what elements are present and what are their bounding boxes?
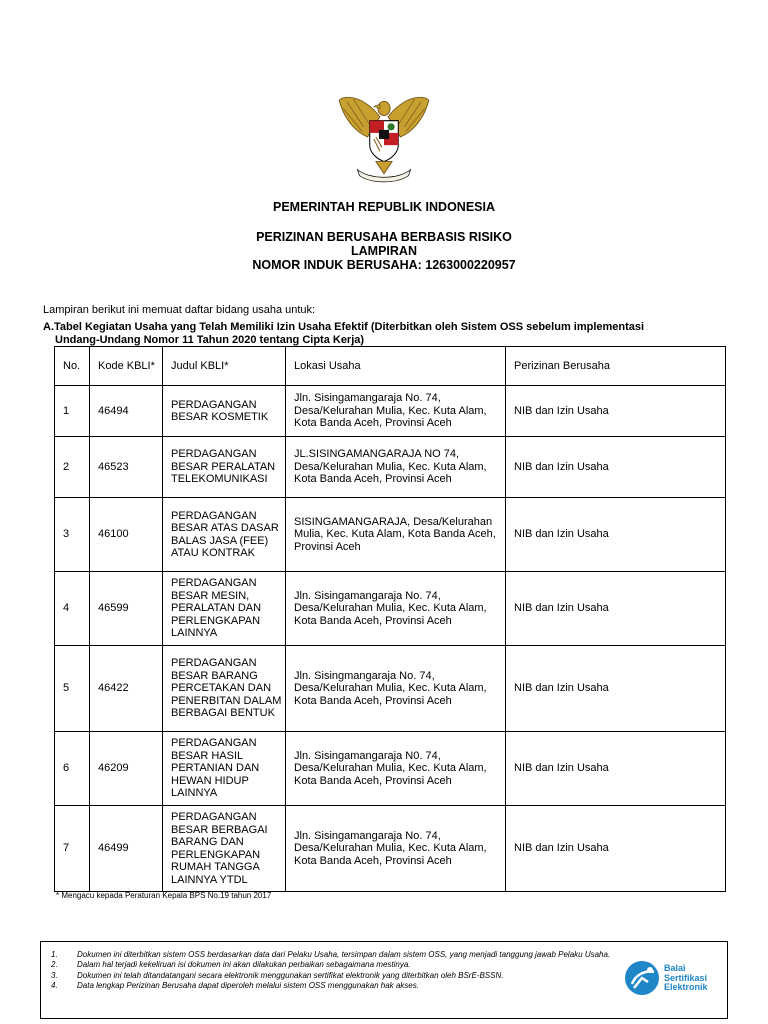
- cell-no: 2: [55, 437, 90, 498]
- list-item: [51, 960, 621, 970]
- note-number: 3.: [51, 970, 58, 980]
- lampiran-title: LAMPIRAN: [351, 244, 417, 258]
- bsre-line2: Sertifikasi: [664, 972, 708, 983]
- cell-izin: NIB dan Izin Usaha: [506, 732, 726, 806]
- table-row: [55, 498, 726, 572]
- cell-lokasi: SISINGAMANGARAJA, Desa/Kelurahan Mulia, Kec. Kuta Alam, Kota Banda Aceh, Provinsi Aceh: [286, 498, 506, 572]
- bsre-logo: [624, 960, 724, 1000]
- cell-lokasi: JL.SISINGAMANGARAJA NO 74, Desa/Kelurahan Mulia, Kec. Kuta Alam, Kota Banda Aceh, Provinsi Aceh: [286, 437, 506, 498]
- table-row: [55, 437, 726, 498]
- table-row: [55, 732, 726, 806]
- table-row: [55, 806, 726, 892]
- header-kode: Kode KBLI*: [90, 347, 163, 386]
- table-row: [55, 386, 726, 437]
- cell-judul: PERDAGANGAN BESAR ATAS DASAR BALAS JASA (FEE) ATAU KONTRAK: [163, 498, 286, 572]
- cell-lokasi: Jln. Sisingamangaraja No. 74, Desa/Kelurahan Mulia, Kec. Kuta Alam, Kota Banda Aceh, Provinsi Aceh: [286, 806, 506, 892]
- cell-izin: NIB dan Izin Usaha: [506, 646, 726, 732]
- cell-kode: 46209: [90, 732, 163, 806]
- bsre-line3: Elektronik: [664, 982, 708, 992]
- cell-kode: 46100: [90, 498, 163, 572]
- section-a-line2: Undang-Undang Nomor 11 Tahun 2020 tentang Cipta Kerja): [55, 334, 365, 346]
- kbli-footnote: * Mengacu kepada Peraturan Kepala BPS No.19 tahun 2017: [56, 891, 272, 900]
- cell-judul: PERDAGANGAN BESAR HASIL PERTANIAN DAN HEWAN HIDUP LAINNYA: [163, 732, 286, 806]
- cell-judul: PERDAGANGAN BESAR MESIN, PERALATAN DAN PERLENGKAPAN LAINNYA: [163, 572, 286, 646]
- cell-lokasi: Jln. Sisingmangaraja No. 74, Desa/Kelurahan Mulia, Kec. Kuta Alam, Kota Banda Aceh, Provinsi Aceh: [286, 646, 506, 732]
- header-lokasi: Lokasi Usaha: [286, 347, 506, 386]
- note-text: Dokumen ini telah ditandatangani secara elektronik menggunakan sertifikat elektronik yang diterbitkan oleh BSrE-BSSN.: [77, 970, 504, 980]
- cell-kode: 46494: [90, 386, 163, 437]
- cell-no: 1: [55, 386, 90, 437]
- notes-box: [40, 941, 728, 1019]
- document-title: PERIZINAN BERUSAHA BERBASIS RISIKO: [256, 230, 512, 244]
- cell-izin: NIB dan Izin Usaha: [506, 572, 726, 646]
- section-a-line1: A.Tabel Kegiatan Usaha yang Telah Memiliki Izin Usaha Efektif (Diterbitkan oleh Sistem OSS sebelum implementasi: [43, 321, 645, 333]
- cell-judul: PERDAGANGAN BESAR BERBAGAI BARANG DAN PERLENGKAPAN RUMAH TANGGA LAINNYA YTDL: [163, 806, 286, 892]
- list-item: [51, 981, 621, 991]
- cell-izin: NIB dan Izin Usaha: [506, 437, 726, 498]
- cell-no: 4: [55, 572, 90, 646]
- bsre-label: [664, 964, 708, 993]
- cell-no: 7: [55, 806, 90, 892]
- cell-lokasi: Jln. Sisingamangaraja No. 74, Desa/Kelurahan Mulia, Kec. Kuta Alam, Kota Banda Aceh, Provinsi Aceh: [286, 386, 506, 437]
- note-number: 2.: [51, 960, 58, 970]
- list-item: [51, 950, 621, 960]
- cell-no: 6: [55, 732, 90, 806]
- nib-number: NOMOR INDUK BERUSAHA: 1263000220957: [252, 258, 516, 272]
- cell-lokasi: Jln. Sisingamangaraja N0. 74, Desa/Kelurahan Mulia, Kec. Kuta Alam, Kota Banda Aceh, Provinsi Aceh: [286, 732, 506, 806]
- cell-lokasi: Jln. Sisingamangaraja No. 74, Desa/Kelurahan Mulia, Kec. Kuta Alam, Kota Banda Aceh, Provinsi Aceh: [286, 572, 506, 646]
- cell-no: 3: [55, 498, 90, 572]
- table-row: [55, 646, 726, 732]
- cell-judul: PERDAGANGAN BESAR PERALATAN TELEKOMUNIKASI: [163, 437, 286, 498]
- notes-list: [51, 950, 621, 991]
- note-number: 1.: [51, 950, 58, 959]
- kbli-table: [54, 346, 726, 892]
- cell-kode: 46523: [90, 437, 163, 498]
- garuda-emblem-icon: [333, 86, 435, 188]
- header-no: No.: [55, 347, 90, 386]
- bsre-seal-icon: [624, 960, 660, 996]
- table-header-row: [55, 347, 726, 386]
- cell-izin: NIB dan Izin Usaha: [506, 806, 726, 892]
- note-text: Dokumen ini diterbitkan sistem OSS berdasarkan data dari Pelaku Usaha, tersimpan dalam sistem OSS, yang menjadi tanggung jawab Pelaku Usaha.: [77, 950, 611, 959]
- table-row: [55, 572, 726, 646]
- header-perizinan: Perizinan Berusaha: [506, 347, 726, 386]
- cell-kode: 46599: [90, 572, 163, 646]
- cell-judul: PERDAGANGAN BESAR KOSMETIK: [163, 386, 286, 437]
- government-title: PEMERINTAH REPUBLIK INDONESIA: [272, 200, 495, 214]
- bsre-line1: Balai: [664, 963, 686, 973]
- cell-izin: NIB dan Izin Usaha: [506, 386, 726, 437]
- note-number: 4.: [51, 980, 58, 990]
- cell-no: 5: [55, 646, 90, 732]
- note-text: Dalam hal terjadi kekeliruan isi dokumen ini akan dilakukan perbaikan sebagaimana mestinya.: [77, 960, 411, 970]
- intro-text: Lampiran berikut ini memuat daftar bidang usaha untuk:: [43, 304, 316, 316]
- cell-kode: 46499: [90, 806, 163, 892]
- header-judul: Judul KBLI*: [163, 347, 286, 386]
- cell-judul: PERDAGANGAN BESAR BARANG PERCETAKAN DAN PENERBITAN DALAM BERBAGAI BENTUK: [163, 646, 286, 732]
- cell-kode: 46422: [90, 646, 163, 732]
- note-text: Data lengkap Perizinan Berusaha dapat diperoleh melalui sistem OSS menggunakan hak akses.: [77, 980, 419, 990]
- list-item: [51, 971, 621, 981]
- cell-izin: NIB dan Izin Usaha: [506, 498, 726, 572]
- section-a-title: [43, 321, 725, 347]
